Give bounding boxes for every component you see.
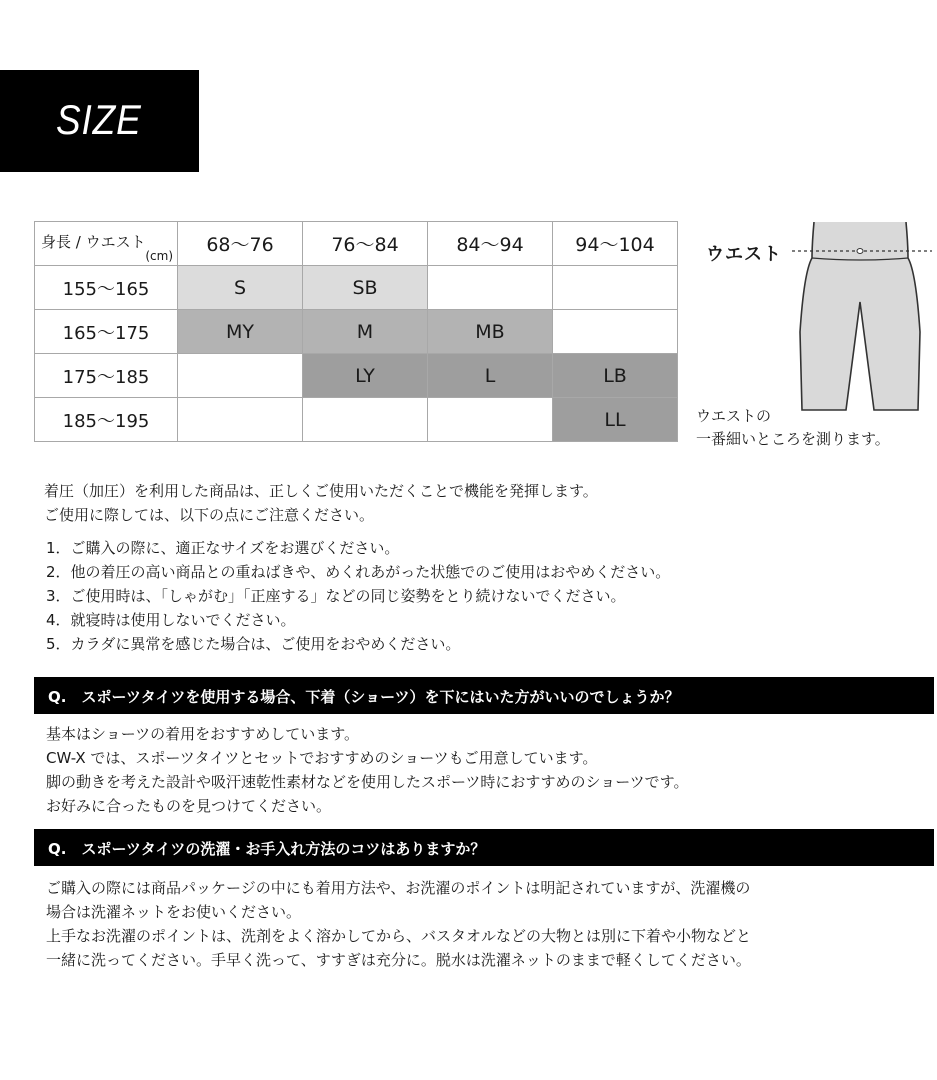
waist-measure-note bbox=[696, 405, 890, 451]
intro-line: ご使用に際しては、以下の点にご注意ください。 bbox=[44, 506, 375, 524]
size-cell bbox=[553, 266, 678, 310]
list-item: 5．カラダに異常を感じた場合は、ご使用をおやめください。 bbox=[46, 635, 461, 653]
row-header: 175〜185 bbox=[35, 354, 178, 398]
size-cell bbox=[428, 266, 553, 310]
height-waist-label: 身長 / ウエスト bbox=[41, 233, 146, 251]
row-header: 185〜195 bbox=[35, 398, 178, 442]
size-cell: MB bbox=[428, 310, 553, 354]
size-cell: LY bbox=[303, 354, 428, 398]
faq-question-bar bbox=[34, 677, 934, 714]
size-cell bbox=[303, 398, 428, 442]
column-header: 94〜104 bbox=[553, 222, 678, 266]
size-chart-table bbox=[34, 221, 678, 442]
size-cell bbox=[178, 354, 303, 398]
note-line: 一番細いところを測ります。 bbox=[696, 430, 890, 448]
row-header: 165〜175 bbox=[35, 310, 178, 354]
size-cell bbox=[553, 310, 678, 354]
answer-line: 一緒に洗ってください。手早く洗って、すすぎは充分に。脱水は洗濯ネットのままで軽くしてください。 bbox=[46, 951, 751, 969]
answer-line: 基本はショーツの着用をおすすめしています。 bbox=[46, 725, 360, 743]
faq-question: Q. スポーツタイツの洗濯・お手入れ方法のコツはありますか？ bbox=[48, 840, 486, 858]
row-header: 155〜165 bbox=[35, 266, 178, 310]
size-title: SIZE bbox=[56, 96, 142, 143]
size-cell bbox=[178, 398, 303, 442]
waist-measurement-figure bbox=[696, 222, 936, 452]
table-row bbox=[35, 310, 678, 354]
faq-answer bbox=[46, 876, 751, 972]
column-header: 76〜84 bbox=[303, 222, 428, 266]
list-item: 3．ご使用時は、「しゃがむ」「正座する」などの同じ姿勢をとり続けないでください。 bbox=[46, 587, 626, 605]
list-item: 2．他の着圧の高い商品との重ねばきや、めくれあがった状態でのご使用はおやめください。 bbox=[46, 563, 671, 581]
answer-line: 場合は洗濯ネットをお使いください。 bbox=[46, 903, 302, 921]
size-cell: S bbox=[178, 266, 303, 310]
answer-line: CW-X では、スポーツタイツとセットでおすすめのショーツもご用意しています。 bbox=[46, 749, 598, 767]
column-header: 68〜76 bbox=[178, 222, 303, 266]
table-row bbox=[35, 398, 678, 442]
usage-notes bbox=[44, 479, 670, 656]
answer-line: お好みに合ったものを見つけてください。 bbox=[46, 797, 332, 815]
size-cell: L bbox=[428, 354, 553, 398]
size-cell: MY bbox=[178, 310, 303, 354]
unit-label: (cm) bbox=[145, 249, 173, 263]
size-cell bbox=[428, 398, 553, 442]
note-line: ウエストの bbox=[696, 407, 772, 425]
list-item: 4．就寝時は使用しないでください。 bbox=[46, 611, 296, 629]
answer-line: 脚の動きを考えた設計や吸汗速乾性素材などを使用したスポーツ時におすすめのショーツです。 bbox=[46, 773, 689, 791]
answer-line: 上手なお洗濯のポイントは、洗剤をよく溶かしてから、バスタオルなどの大物とは別に下着や小物などと bbox=[46, 927, 752, 945]
table-corner-header bbox=[35, 222, 178, 266]
size-cell: M bbox=[303, 310, 428, 354]
size-banner bbox=[0, 70, 199, 172]
table-row bbox=[35, 354, 678, 398]
column-header: 84〜94 bbox=[428, 222, 553, 266]
size-cell: LB bbox=[553, 354, 678, 398]
size-cell: LL bbox=[553, 398, 678, 442]
table-row bbox=[35, 266, 678, 310]
faq-question-bar bbox=[34, 829, 934, 866]
answer-line: ご購入の際には商品パッケージの中にも着用方法や、お洗濯のポイントは明記されていますが、洗濯機の bbox=[46, 879, 751, 897]
intro-line: 着圧（加圧）を利用した商品は、正しくご使用いただくことで機能を発揮します。 bbox=[44, 482, 598, 500]
list-item: 1．ご購入の際に、適正なサイズをお選びください。 bbox=[46, 539, 400, 557]
size-cell: SB bbox=[303, 266, 428, 310]
faq-question: Q. スポーツタイツを使用する場合、下着（ショーツ）を下にはいた方がいいのでしょうか？ bbox=[48, 688, 680, 706]
table-header-row bbox=[35, 222, 678, 266]
waist-label: ウエスト bbox=[706, 244, 782, 265]
faq-answer bbox=[46, 722, 688, 818]
